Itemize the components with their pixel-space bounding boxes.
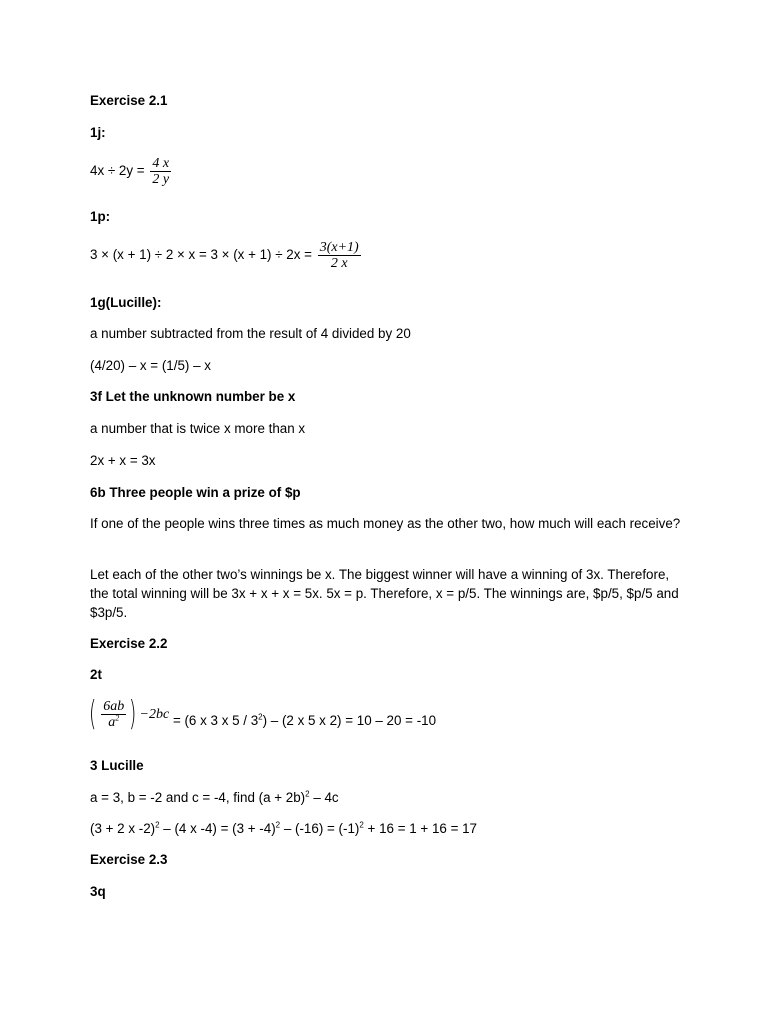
question-2t-expression	[86, 694, 437, 734]
fraction-numerator: 6ab	[103, 698, 125, 714]
rhs-part-b: ) – (2 x 5 x 2) = 10 – 20 = -10	[262, 713, 437, 728]
question-3q-label: 3q	[90, 884, 106, 899]
question-1j-fraction	[150, 156, 171, 187]
question-3f-label: 3f Let the unknown number be x	[90, 389, 296, 404]
exercise-2-1-heading: Exercise 2.1	[90, 93, 168, 108]
working-exponent: 2	[155, 820, 160, 830]
question-1j-lhs: 4x ÷ 2y =	[90, 163, 145, 179]
question-1j-expression	[90, 156, 171, 187]
question-6b-label: 6b Three people win a prize of $p	[90, 485, 301, 500]
question-1g-answer: (4/20) – x = (1/5) – x	[90, 358, 211, 373]
question-2t-fraction	[101, 699, 126, 730]
working-part-4: + 16 = 1 + 16 = 17	[363, 821, 478, 836]
question-3-working	[90, 819, 477, 838]
question-3f-answer: 2x + x = 3x	[90, 453, 156, 468]
exercise-2-2-heading: Exercise 2.2	[90, 636, 168, 651]
working-exponent: 2	[359, 820, 364, 830]
given-part-b: – 4c	[309, 790, 339, 805]
fraction-denominator	[106, 712, 121, 730]
question-1g-label: 1g(Lucille):	[90, 295, 162, 310]
exercise-2-3-heading: Exercise 2.3	[90, 852, 168, 867]
fraction-denominator: 2 y	[152, 172, 170, 187]
fraction-numerator: 4 x	[152, 156, 170, 171]
working-part-3: – (-16) = (-1)	[280, 821, 360, 836]
question-6b-answer: Let each of the other two’s winnings be x. The biggest winner will have a winning of 3x. Therefore, the total winning will be 3x + x + x = 5x. 5x = p. Therefore, x = p/5. The winnings are, $p/5, $p/5 and $3p/5.	[90, 567, 679, 620]
right-paren: )	[129, 694, 137, 734]
question-1p-fraction	[318, 240, 361, 271]
question-3f-text: a number that is twice x more than x	[90, 421, 306, 436]
minus-term: −2bc	[139, 706, 170, 722]
question-3-given	[90, 788, 339, 807]
question-6b-question: If one of the people wins three times as much money as the other two, how much will each receive?	[90, 516, 681, 531]
given-part-a: a = 3, b = -2 and c = -4, find (a + 2b)	[90, 790, 306, 805]
working-part-2: – (4 x -4) = (3 + -4)	[159, 821, 276, 836]
rhs-exponent: 2	[258, 712, 263, 722]
question-2t-label: 2t	[90, 667, 102, 682]
question-1g-text: a number subtracted from the result of 4 divided by 20	[90, 326, 411, 341]
left-paren: (	[88, 694, 97, 734]
working-exponent: 2	[275, 820, 281, 830]
working-part-1: (3 + 2 x -2)	[90, 821, 156, 836]
given-exponent: 2	[305, 789, 310, 799]
fraction-denominator: 2 x	[330, 256, 348, 271]
rhs-part-a: = (6 x 3 x 5 / 3	[172, 713, 259, 728]
question-1p-expression	[90, 240, 361, 271]
question-3-label: 3 Lucille	[90, 758, 144, 773]
question-1p-lhs: 3 × (x + 1) ÷ 2 × x = 3 × (x + 1) ÷ 2x =	[90, 247, 312, 263]
fraction-numerator: 3(x+1)	[319, 240, 359, 255]
question-2t-rhs	[173, 713, 436, 728]
denominator-base: a	[108, 714, 116, 730]
question-1p-label: 1p:	[90, 209, 111, 224]
denominator-exponent: 2	[115, 712, 120, 722]
question-2t-lhs	[86, 694, 170, 734]
question-1j-label: 1j:	[90, 125, 106, 140]
